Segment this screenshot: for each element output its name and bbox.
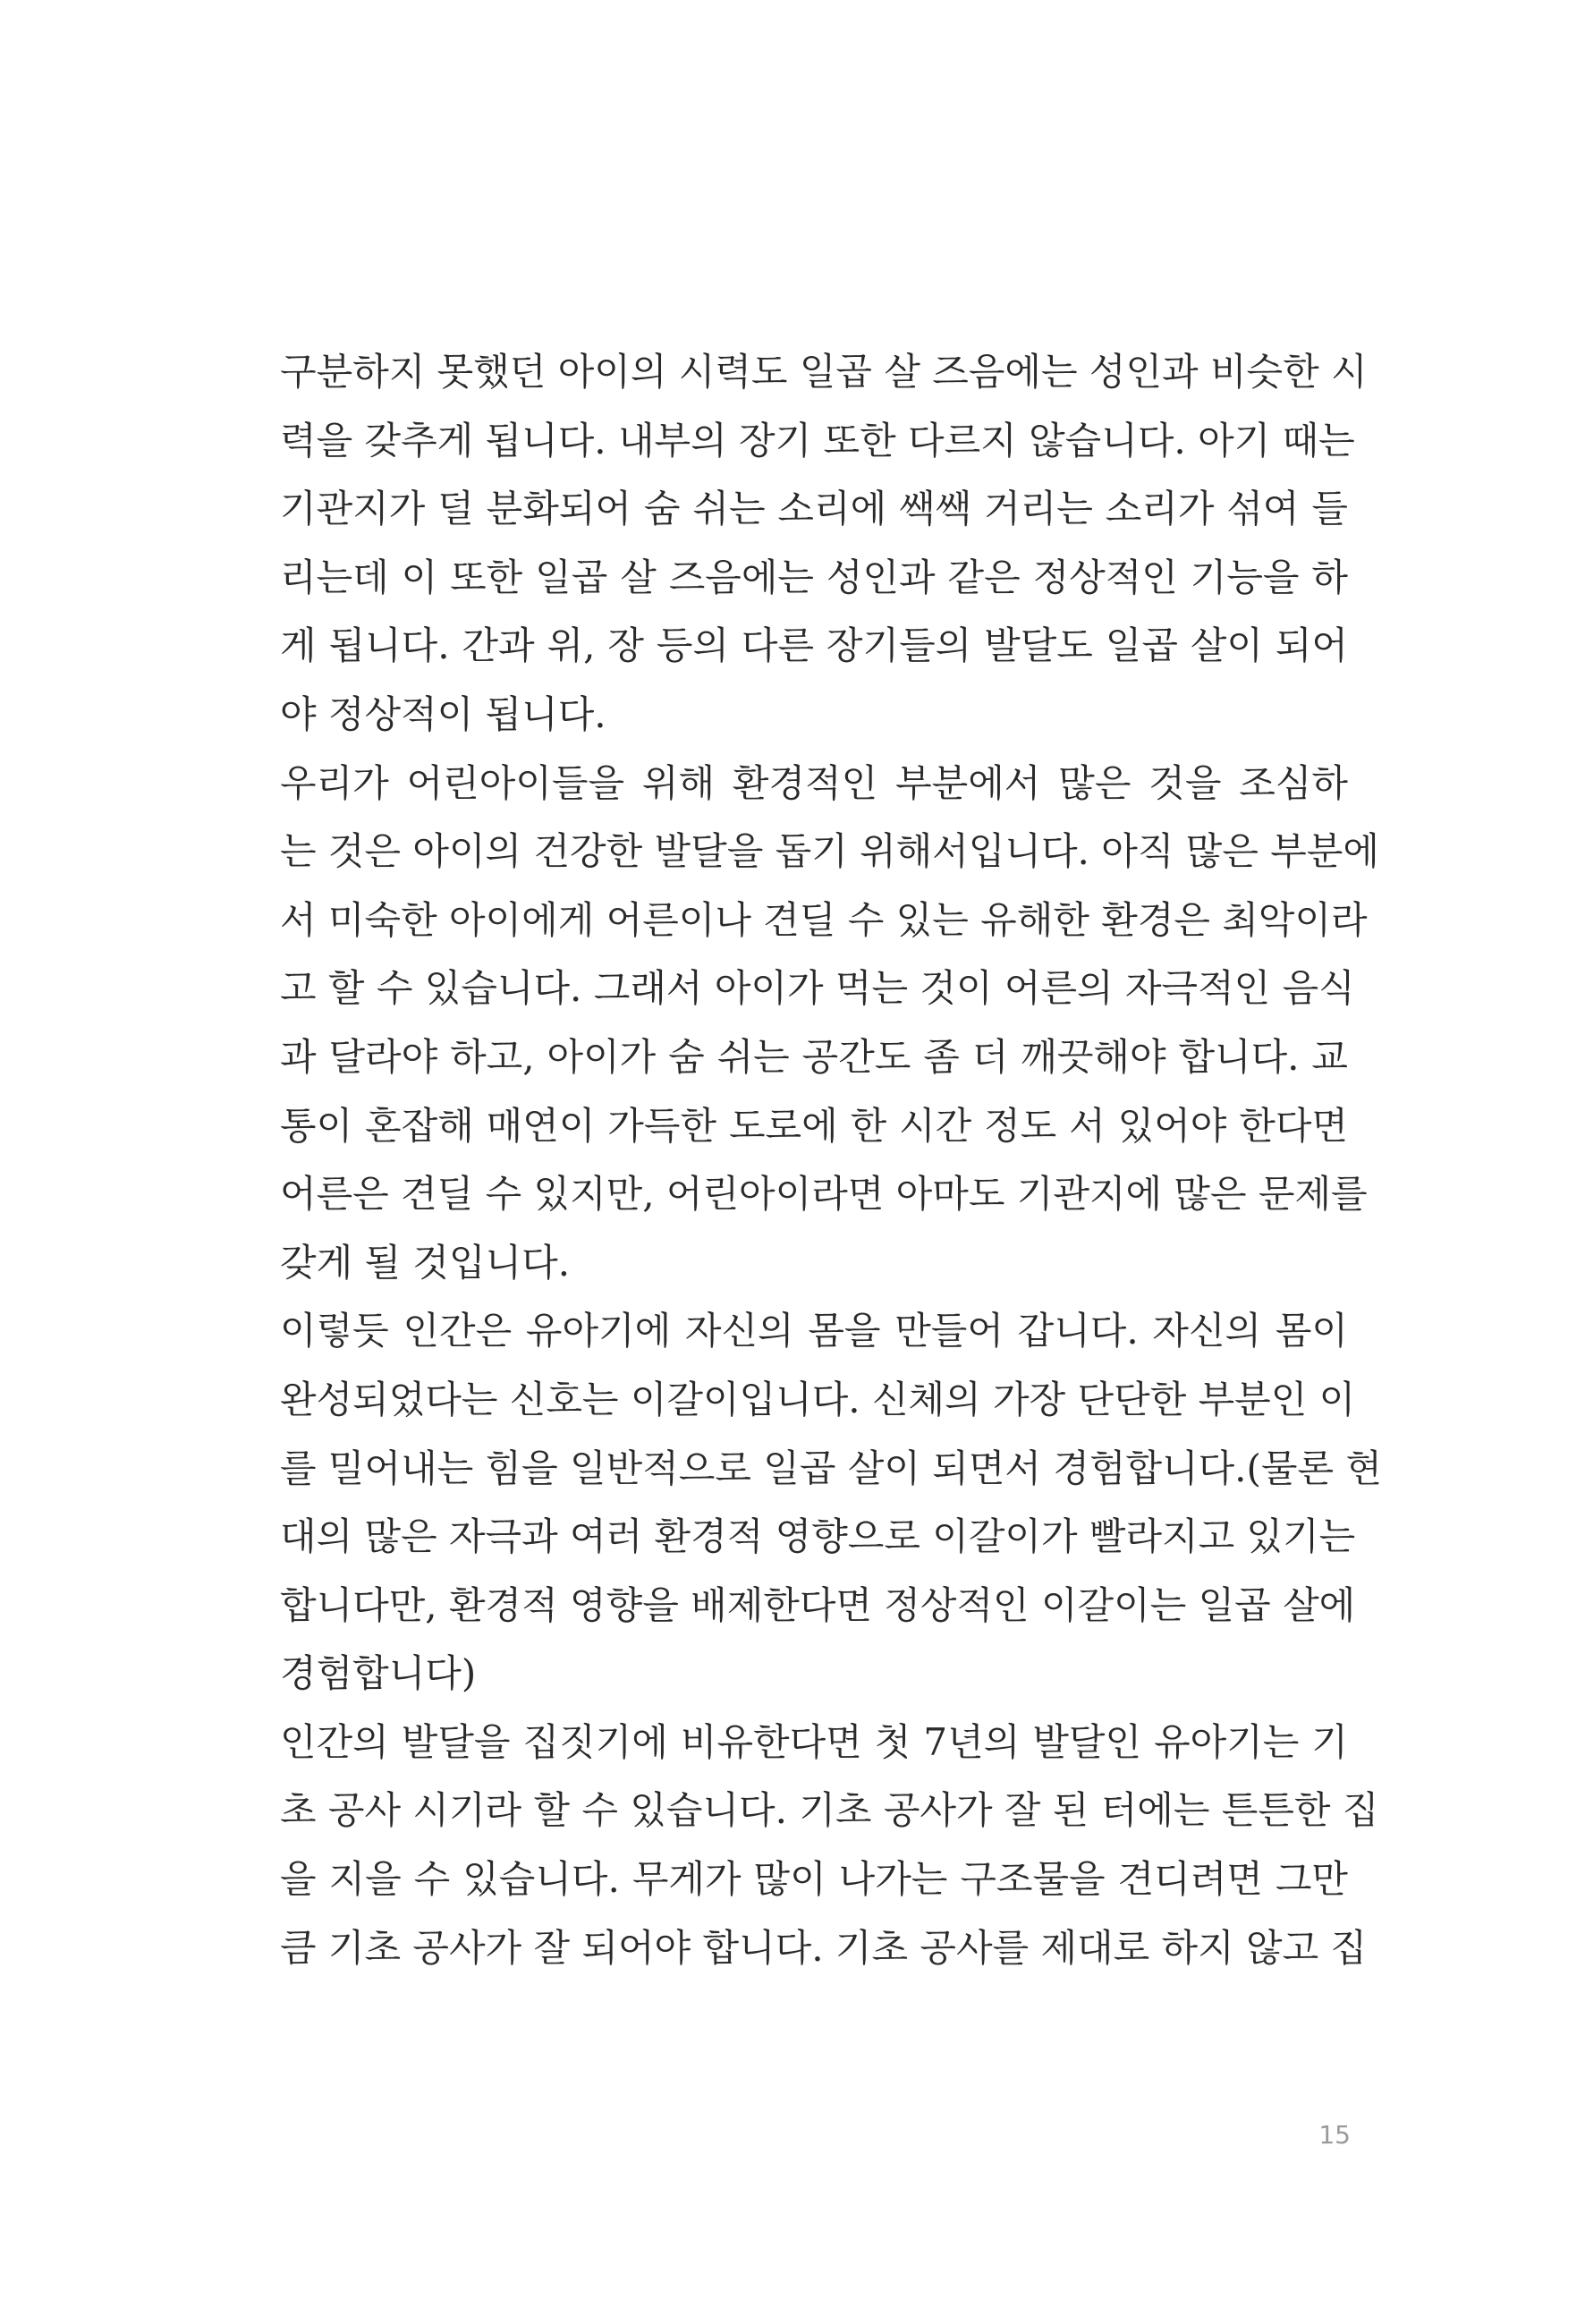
text-line: 기관지가 덜 분화되어 숨 쉬는 소리에 쌕쌕 거리는 소리가 섞여 들: [280, 487, 1348, 531]
text-line: 완성되었다는 신호는 이갈이입니다. 신체의 가장 단단한 부분인 이: [280, 1377, 1356, 1421]
text-line: 구분하지 못했던 아이의 시력도 일곱 살 즈음에는 성인과 비슷한 시: [280, 350, 1368, 394]
text-line: 갖게 될 것입니다.: [280, 1240, 571, 1285]
page-number: 15: [1318, 2120, 1351, 2150]
text-line: 과 달라야 하고, 아이가 숨 쉬는 공간도 좀 더 깨끗해야 합니다. 교: [280, 1034, 1348, 1079]
text-line: 인간의 발달을 집짓기에 비유한다면 첫 7년의 발달인 유아기는 기: [280, 1719, 1348, 1764]
text-line: 어른은 견딜 수 있지만, 어린아이라면 아마도 기관지에 많은 문제를: [280, 1172, 1368, 1217]
text-line: 초 공사 시기라 할 수 있습니다. 기초 공사가 잘 된 터에는 튼튼한 집: [280, 1788, 1379, 1833]
text-line: 력을 갖추게 됩니다. 내부의 장기 또한 다르지 않습니다. 아기 때는: [280, 418, 1355, 462]
text-line: 경험합니다): [280, 1651, 477, 1696]
text-line: 을 지을 수 있습니다. 무게가 많이 나가는 구조물을 견디려면 그만: [280, 1857, 1348, 1902]
text-line: 고 할 수 있습니다. 그래서 아이가 먹는 것이 어른의 자극적인 음식: [280, 966, 1355, 1011]
text-line: 통이 혼잡해 매연이 가득한 도로에 한 시간 정도 서 있어야 한다면: [280, 1103, 1348, 1148]
text-line: 합니다만, 환경적 영향을 배제한다면 정상적인 이갈이는 일곱 살에: [280, 1582, 1356, 1627]
text-line: 서 미숙한 아이에게 어른이나 견딜 수 있는 유해한 환경은 최악이라: [280, 897, 1368, 942]
text-line: 는 것은 아이의 건강한 발달을 돕기 위해서입니다. 아직 많은 부분에: [280, 829, 1379, 874]
text-line: 대의 많은 자극과 여러 환경적 영향으로 이갈이가 빨라지고 있기는: [280, 1514, 1356, 1559]
text-line: 리는데 이 또한 일곱 살 즈음에는 성인과 같은 정상적인 기능을 하: [280, 555, 1348, 599]
text-line: 야 정상적이 됩니다.: [280, 691, 606, 736]
text-line: 게 됩니다. 간과 위, 장 등의 다른 장기들의 발달도 일곱 살이 되어: [280, 623, 1348, 668]
body-text: [280, 338, 1382, 1982]
text-line: 우리가 어린아이들을 위해 환경적인 부분에서 많은 것을 조심하: [280, 760, 1348, 805]
text-line: 큼 기초 공사가 잘 되어야 합니다. 기초 공사를 제대로 하지 않고 집: [280, 1925, 1368, 1970]
text-line: 이렇듯 인간은 유아기에 자신의 몸을 만들어 갑니다. 자신의 몸이: [280, 1309, 1348, 1353]
text-line: 를 밀어내는 힘을 일반적으로 일곱 살이 되면서 경험합니다.(물론 현: [280, 1446, 1382, 1490]
